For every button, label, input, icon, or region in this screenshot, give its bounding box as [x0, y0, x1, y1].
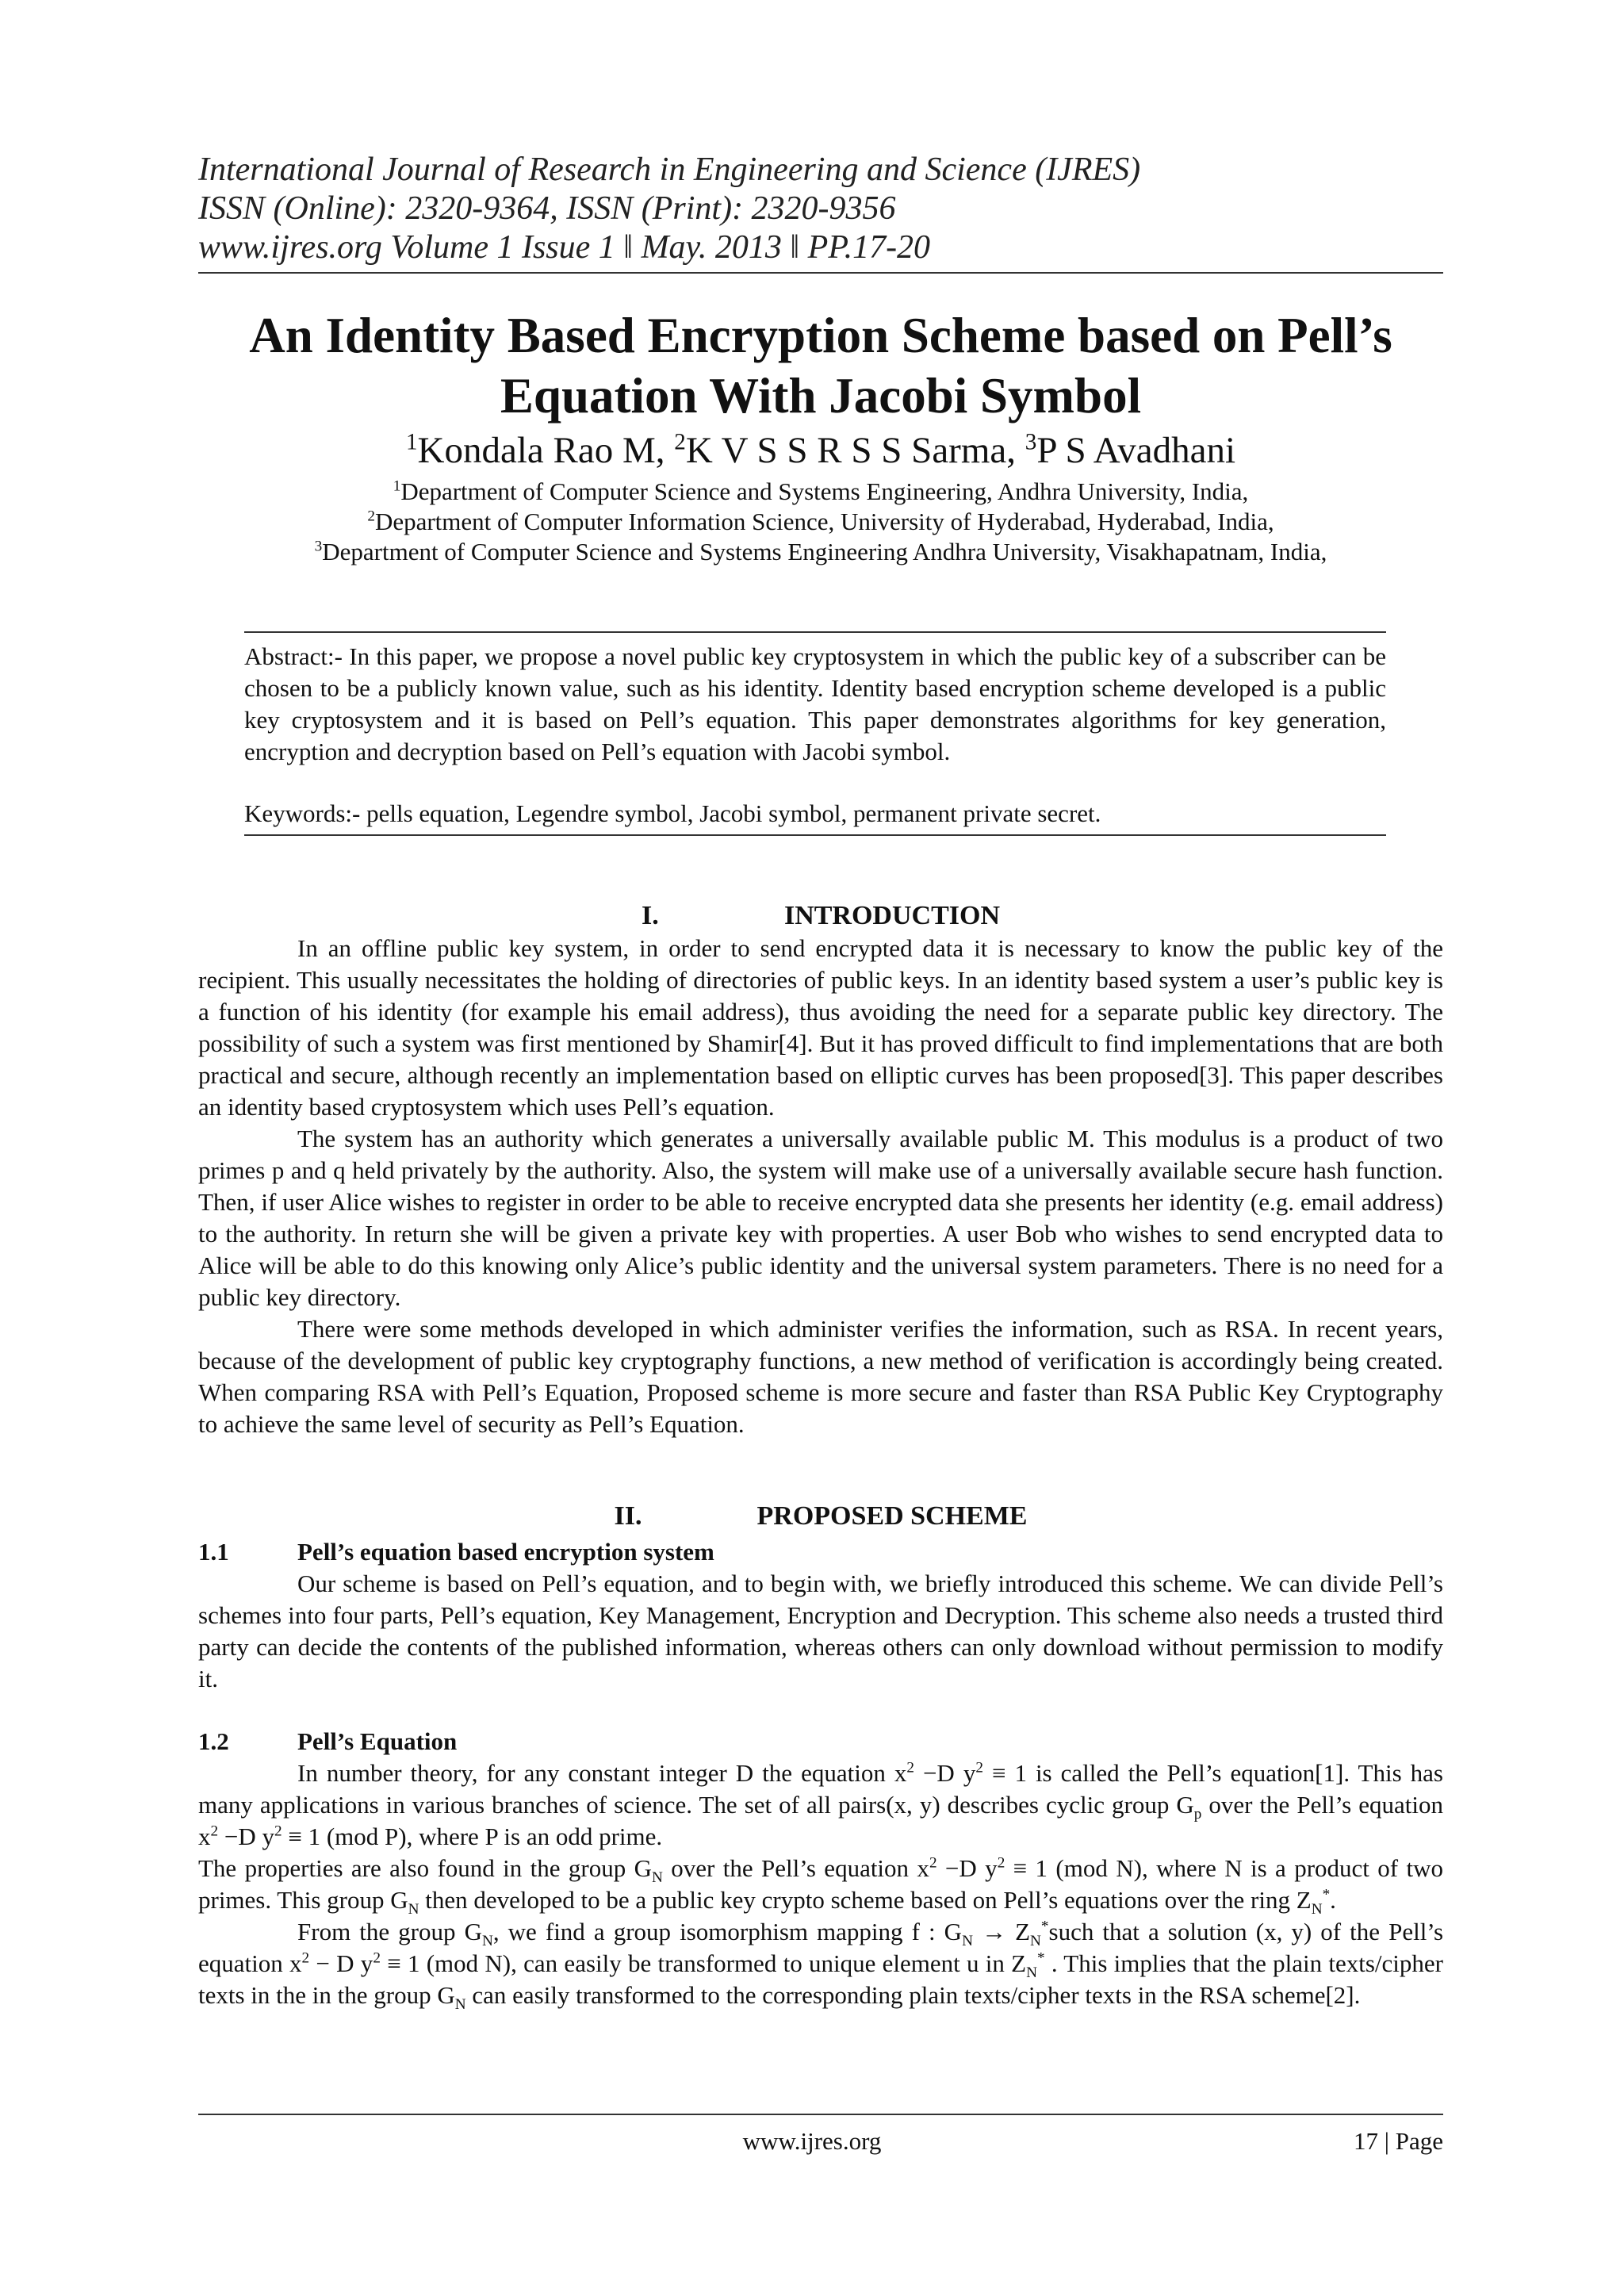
subsection-heading — [198, 1536, 1443, 1568]
subsection-number: 1.2 — [198, 1727, 229, 1755]
affiliation — [198, 507, 1443, 537]
section-heading-proposed-scheme — [198, 1501, 1443, 1532]
exponent: 2 — [906, 1759, 914, 1777]
author-name: K V S S R S S Sarma, — [685, 430, 1025, 471]
affiliation — [198, 537, 1443, 567]
subscript: N — [408, 1901, 419, 1918]
text-run: then developed to be a public key crypto scheme based on Pell’s equations over the ring Z — [419, 1886, 1312, 1914]
abstract: Abstract:- In this paper, we propose a novel public key cryptosystem in which the public key of a subscriber can be chosen to be a publicly known value, such as his identity. Identity based encryption scheme developed is a public key cryptosystem and it is based on Pell’s equation. This paper demonstrates algorithms for key generation, encryption and decryption based on Pell’s equation with Jacobi symbol. — [244, 642, 1386, 765]
text-run: , we find a group isomorphism mapping f : G — [492, 1918, 963, 1945]
text-run: −D y — [936, 1854, 998, 1882]
text-run: . — [1330, 1886, 1336, 1914]
section-number: I. — [641, 901, 659, 930]
superscript: * — [1322, 1886, 1331, 1903]
exponent: 2 — [274, 1823, 282, 1840]
section-heading-introduction — [198, 900, 1443, 932]
footer-rule — [198, 2114, 1443, 2115]
text-run: over the Pell’s equation x — [662, 1854, 929, 1882]
paragraph: Our scheme is based on Pell’s equation, and to begin with, we briefly introduced this scheme. We can divide Pell’s schemes into four parts, Pell’s equation, Key Management, Encryption and Decryption. This scheme also needs a trusted third party can decide the contents of the published information, whereas others can only download without permission to modify it. — [198, 1570, 1443, 1692]
text-run: The properties are also found in the group G — [198, 1854, 653, 1882]
subsection-title: Pell’s Equation — [297, 1727, 458, 1755]
subscript: N — [1030, 1933, 1041, 1950]
text-run: such that a solution (x, y) of the Pell’s equation x — [198, 1918, 1444, 1977]
author-name: Kondala Rao M, — [417, 430, 675, 471]
exponent: 2 — [301, 1949, 310, 1967]
affiliation-marker: 2 — [367, 508, 375, 525]
author-list — [198, 428, 1443, 473]
subsection-number: 1.1 — [198, 1538, 229, 1566]
author-marker: 1 — [405, 429, 418, 455]
text-run: can easily transformed to the corresponding plain texts/cipher texts in the RSA scheme[2]. — [465, 1981, 1361, 2009]
text-run: − D y — [309, 1949, 373, 1977]
text-run: −D y — [218, 1823, 274, 1850]
paragraph: In an offline public key system, in order to send encrypted data it is necessary to know the public key of the recipient. This usually necessitates the holding of directories of public keys. In an identity based system a user’s public key is a function of his identity (for example his email address), thus avoiding the need for a separate public key directory. The possibility of such a system was first mentioned by Shamir[4]. But it has proved difficult to find implementations that are both practical and secure, although recently an implementation based on elliptic curves has been proposed[3]. This paper describes an identity based cryptosystem which uses Pell’s equation. — [198, 934, 1443, 1121]
journal-issn: ISSN (Online): 2320-9364, ISSN (Print): 2320-9356 — [198, 190, 896, 227]
section-number: II. — [614, 1501, 642, 1531]
exponent: 2 — [997, 1854, 1005, 1872]
title-line-2: Equation With Jacobi Symbol — [500, 368, 1142, 424]
exponent: 2 — [210, 1823, 219, 1840]
section-title: PROPOSED SCHEME — [756, 1501, 1028, 1531]
paragraph — [198, 1853, 1443, 1916]
subscript: N — [652, 1869, 663, 1887]
text-run: −D y — [914, 1759, 976, 1787]
subscript: N — [1311, 1901, 1323, 1918]
affiliation-text: Department of Computer Science and Systems Engineering Andhra University, Visakhapatnam, India, — [322, 538, 1327, 565]
text-run: . This implies that the plain texts/cipher texts in the in the group G — [198, 1949, 1443, 2009]
affiliation-marker: 3 — [314, 538, 323, 555]
journal-name: International Journal of Research in Engineering and Science (IJRES) — [198, 151, 1141, 188]
abstract-box — [244, 631, 1386, 836]
text-run: → Z — [972, 1918, 1031, 1945]
subsection-body — [198, 1568, 1443, 1695]
paper-title — [198, 305, 1443, 426]
text-run: ≡ 1 (mod N), where N is a product of two primes. This group G — [198, 1854, 1443, 1914]
text-run: From the group G — [297, 1918, 482, 1945]
subscript: N — [481, 1933, 493, 1950]
affiliation — [198, 477, 1443, 507]
subsection-body — [198, 1757, 1444, 2014]
page-number: 17 | Page — [1354, 2127, 1443, 2155]
paragraph: There were some methods developed in which administer verifies the information, such as RSA. In recent years, because of the development of public key cryptography functions, a new method of verification is accordingly being created. When comparing RSA with Pell’s Equation, Proposed scheme is more secure and faster than RSA Public Key Cryptography to achieve the same level of security as Pell’s Equation. — [198, 1315, 1443, 1438]
affiliation-marker: 1 — [393, 477, 401, 495]
title-line-1: An Identity Based Encryption Scheme based on Pell’s — [249, 308, 1392, 363]
exponent: 2 — [373, 1949, 381, 1967]
subscript: N — [454, 1996, 466, 2014]
text-run: over the Pell’s equation x — [198, 1791, 1443, 1850]
journal-volume: www.ijres.org Volume 1 Issue 1 ǁ May. 2013 ǁ PP.17-20 — [198, 229, 931, 266]
superscript: * — [1036, 1949, 1045, 1967]
superscript: * — [1040, 1918, 1049, 1935]
subscript: p — [1193, 1806, 1202, 1823]
section-title: INTRODUCTION — [783, 901, 1001, 930]
affiliation-text: Department of Computer Science and Systems Engineering, Andhra University, India, — [400, 477, 1249, 505]
text-run: In number theory, for any constant integer D the equation x — [297, 1759, 907, 1787]
author-name: P S Avadhani — [1036, 430, 1236, 471]
footer-website: www.ijres.org — [742, 2127, 882, 2155]
paragraph: The system has an authority which generates a universally available public M. This modulus is a product of two primes p and q held privately by the authority. Also, the system will make use of a universally available secure hash function. Then, if user Alice wishes to register in order to be able to receive encrypted data she presents her identity (e.g. email address) to the authority. In return she will be given a private key with properties. A user Bob who wishes to send encrypted data to Alice will be able to do this knowing only Alice’s public identity and the universal system parameters. There is no need for a public key directory. — [198, 1125, 1443, 1311]
text-run: ≡ 1 is called the Pell’s equation[1]. This has many applications in various branches of science. The set of all pairs(x, y) describes cyclic group G — [198, 1759, 1443, 1819]
subsection-heading — [198, 1726, 1443, 1757]
introduction-body — [198, 933, 1443, 1440]
affiliation-text: Department of Computer Information Science, University of Hyderabad, Hyderabad, India, — [374, 508, 1274, 535]
text-run: ≡ 1 (mod P), where P is an odd prime. — [282, 1823, 663, 1850]
subscript: N — [962, 1933, 973, 1950]
journal-header — [198, 151, 1443, 267]
paragraph — [198, 1757, 1443, 1853]
exponent: 2 — [929, 1854, 937, 1872]
paragraph — [198, 1916, 1444, 2014]
header-rule — [198, 272, 1443, 274]
keywords: Keywords:- pells equation, Legendre symbol, Jacobi symbol, permanent private secret. — [244, 799, 1101, 827]
author-marker: 3 — [1025, 429, 1037, 455]
abstract-top-rule — [244, 631, 1386, 633]
affiliation-list — [198, 477, 1443, 567]
text-run: ≡ 1 (mod N), can easily be transformed to unique element u in Z — [380, 1949, 1027, 1977]
exponent: 2 — [975, 1759, 983, 1777]
author-marker: 2 — [674, 429, 686, 455]
subscript: N — [1026, 1964, 1037, 1982]
abstract-bottom-rule — [244, 834, 1386, 836]
subsection-title: Pell’s equation based encryption system — [297, 1538, 714, 1566]
